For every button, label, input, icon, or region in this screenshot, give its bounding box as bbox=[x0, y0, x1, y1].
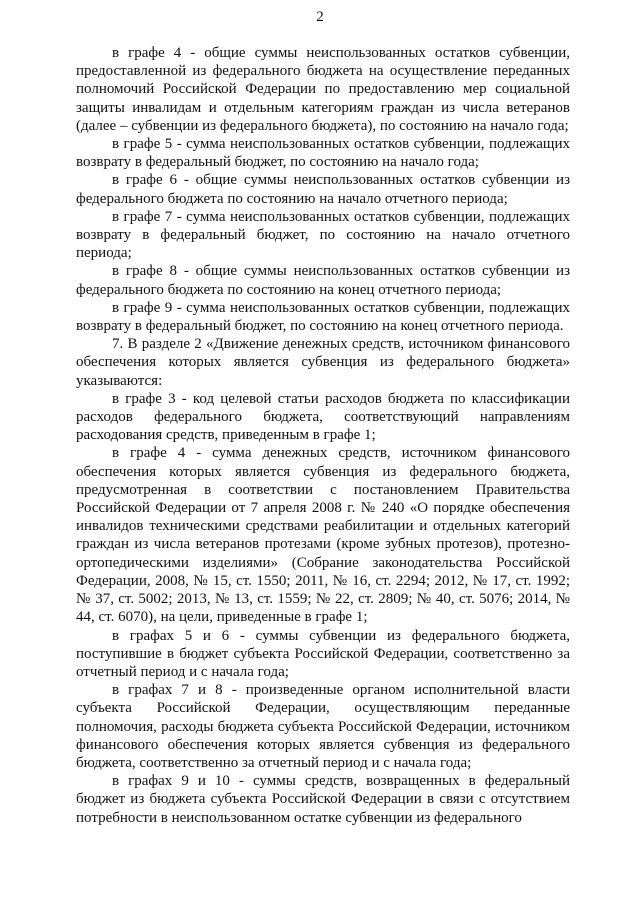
paragraph: в графе 6 - общие суммы неиспользованных остатков субвенции из федерального бюджета по состоянию на начало отчетного периода; bbox=[76, 172, 570, 207]
paragraph: в графах 9 и 10 - суммы средств, возвращенных в федеральный бюджет из бюджета субъекта Российской Федерации в связи с отсутствием потребности в неиспользованном остатке субвенции из федерального bbox=[76, 773, 570, 826]
paragraph: 7. В разделе 2 «Движение денежных средств, источником финансового обеспечения которых является субвенция из федерального бюджета» указываются: bbox=[76, 336, 570, 389]
paragraph: в графах 7 и 8 - произведенные органом исполнительной власти субъекта Российской Федерации, осуществляющим переданные полномочия, расходы бюджета субъекта Российской Федерации, источником финансового обеспечения которых является субвенция из федерального бюджета, соответственно за отчетный период и с начала года; bbox=[76, 682, 570, 771]
page-number: 2 bbox=[316, 9, 324, 25]
paragraph: в графе 3 - код целевой статьи расходов бюджета по классификации расходов федерального бюджета, соответствующий направлениям расходования средств, приведенным в графе 1; bbox=[76, 390, 570, 444]
paragraph: в графе 9 - сумма неиспользованных остатков субвенции, подлежащих возврату в федеральный бюджет, по состоянию на конец отчетного периода. bbox=[76, 299, 570, 335]
paragraph: в графе 7 - сумма неиспользованных остатков субвенции, подлежащих возврату в федеральный бюджет, по состоянию на начало отчетного периода; bbox=[76, 208, 570, 262]
paragraph: в графах 5 и 6 - суммы субвенции из федерального бюджета, поступившие в бюджет субъекта Российской Федерации, соответственно за отчетный период и с начала года; bbox=[76, 627, 570, 680]
paragraph: в графе 4 - сумма денежных средств, источником финансового обеспечения которых является субвенция из федерального бюджета, предусмотренная в соответствии с постановлением Правительства Российской Федерации от 7 апреля 2008 г. № 240 «О порядке обеспечения инвалидов техническими средствами реабилитации и отдельных категорий граждан из числа ветеранов протезами (кроме зубных протезов), протезно-ортопедическими изделиями» (Собрание законодательства Российской Федерации, 2008, № 15, ст. 1550; 2011, № 16, ст. 2294; 2012, № 17, ст. 1992; № 37, ст. 5002; 2013, № 13, ст. 1559; № 22, ст. 2809; № 40, ст. 5076; 2014, № 44, ст. 6070), на цели, приведенные в графе 1; bbox=[76, 445, 570, 626]
paragraph: в графе 4 - общие суммы неиспользованных остатков субвенции, предоставленной из федерального бюджета на осуществление переданных полномочий Российской Федерации по предоставлению мер социальной защиты инвалидам и отдельным категориям граждан из числа ветеранов (далее – субвенции из федерального бюджета), по состоянию на начало года; bbox=[76, 45, 570, 134]
paragraph: в графе 8 - общие суммы неиспользованных остатков субвенции из федерального бюджета по состоянию на конец отчетного периода; bbox=[76, 263, 570, 298]
paragraph: в графе 5 - сумма неиспользованных остатков субвенции, подлежащих возврату в федеральный бюджет, по состоянию на начало года; bbox=[76, 136, 570, 171]
document-body bbox=[76, 44, 570, 827]
